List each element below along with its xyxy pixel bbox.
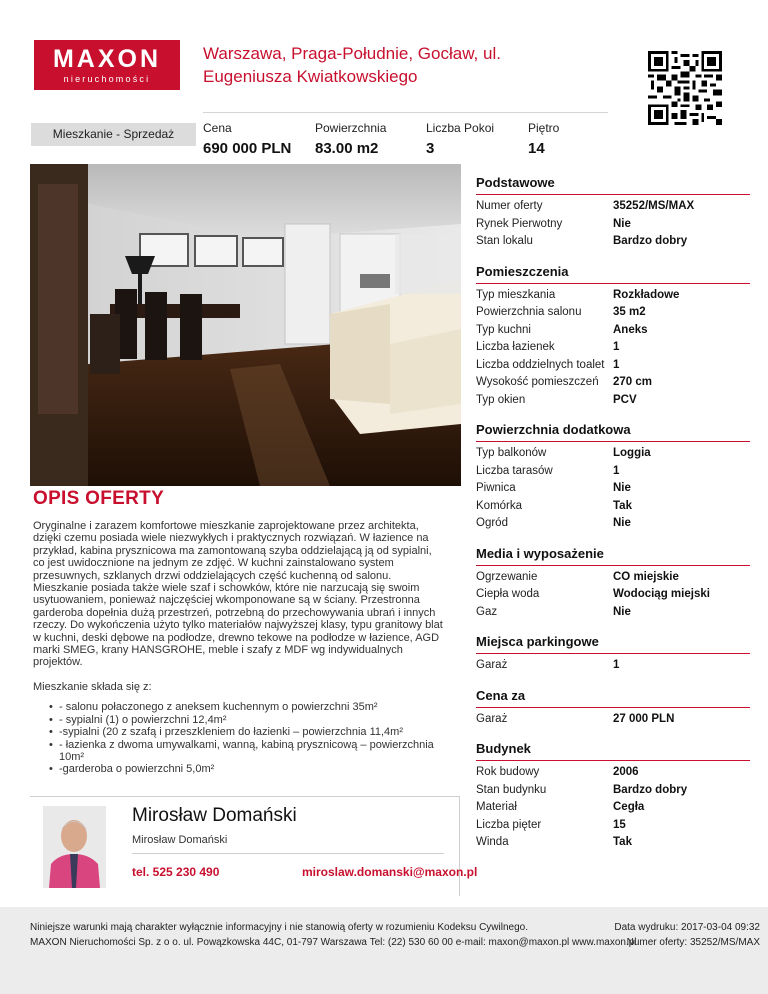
detail-key: Liczba pięter (476, 818, 542, 831)
section-title: Miejsca parkingowe (476, 634, 750, 654)
stat-value: 83.00 m2 (315, 140, 379, 157)
detail-key: Liczba oddzielnych toalet (476, 358, 605, 371)
list-item: • - sypialni (1) o powierzchni 12,4m² (50, 714, 443, 726)
description-intro: Mieszkanie składa się z: (33, 680, 152, 693)
detail-value: Loggia (613, 447, 651, 459)
detail-row (476, 764, 750, 782)
detail-row (476, 216, 750, 234)
description-paragraph: Oryginalne i zarazem komfortowe mieszkanie zaprojektowane przez architekta, dzięki czemu posiada wiele niezwykłych i praktycznych rozwiązań. W łazience na przykład, kabina prysznicowa ma zamontowaną szyba oddzielającą ją od sypialni, co jest uwidocznione na jednym ze zdjęć. W kuchni zainstalowano system przesuwnych, szklanych drzwi oddzielających część kuchenną od salonu. Mieszkanie posiada także wiele szaf i schowków, które nie narzucają się swoim usytuowaniem, ponieważ najczęściej wkomponowane są w ściany. Przestronna garderoba dopełnia dużą przestrzeń, potrzebną do przechowywania ubrań i innych rzeczy. Do wykończenia użyto tylko materiałów najwyższej klasy, typu granitowy blat w kuchni, deski dębowe na podłodze, drewno tekowe na podłodze w łazience, AGD marki SMEG, krany HANSGROHE, meble i szafy z MDF wg indywidualnych projektów. (33, 520, 443, 669)
detail-row (476, 233, 750, 251)
section-title: Podstawowe (476, 175, 750, 195)
detail-row (476, 374, 750, 392)
footer-disclaimer: Niniejsze warunki mają charakter wyłącznie informacyjny i nie stanowią oferty w rozumieniu Kodeksu Cywilnego. (30, 922, 528, 933)
logo-subtitle: nieruchomości (63, 74, 151, 84)
details-section (476, 741, 750, 852)
detail-row (476, 357, 750, 375)
detail-row (476, 799, 750, 817)
details-column (476, 175, 750, 865)
detail-value: Aneks (613, 323, 648, 336)
detail-key: Liczba tarasów (476, 464, 553, 477)
stat-floor (528, 121, 559, 159)
detail-value: 1 (613, 358, 620, 371)
detail-value: CO miejskie (613, 570, 679, 583)
listing-title: Warszawa, Praga-Południe, Gocław, ul. Eugeniusza Kwiatkowskiego (203, 44, 501, 86)
title-divider (203, 112, 608, 113)
detail-value: Nie (613, 605, 631, 618)
detail-row (476, 304, 750, 322)
detail-value: Nie (613, 482, 631, 494)
details-section (476, 264, 750, 410)
detail-value: Bardzo dobry (613, 235, 688, 247)
detail-row (476, 782, 750, 800)
detail-row (476, 322, 750, 340)
detail-key: Garaż (476, 659, 508, 671)
detail-value: 15 (613, 818, 626, 831)
detail-row (476, 339, 750, 357)
section-title: Pomieszczenia (476, 264, 750, 284)
detail-value: 1 (613, 341, 620, 353)
detail-key: Garaż (476, 712, 508, 725)
detail-value: PCV (613, 393, 637, 406)
footer-offer-number: Numer oferty: 35252/MS/MAX (626, 937, 760, 948)
detail-key: Wysokość pomieszczeń (476, 376, 599, 388)
details-section (476, 688, 750, 729)
agent-photo (43, 806, 106, 888)
list-item: • -sypialni (20 z szafą i przeszkleniem do łazienki – powierzchnia 11,4m² (50, 726, 443, 738)
detail-key: Ogrzewanie (476, 570, 538, 583)
stat-price (203, 121, 291, 159)
stat-area (315, 121, 386, 159)
detail-key: Gaz (476, 605, 498, 618)
detail-row (476, 445, 750, 463)
detail-row (476, 711, 750, 729)
detail-value: 270 cm (613, 376, 653, 388)
section-title: Budynek (476, 741, 750, 761)
detail-key: Powierzchnia salonu (476, 306, 582, 318)
agent-name: Mirosław Domański (132, 805, 297, 826)
list-item: • - łazienka z dwoma umywalkami, wanną, kabiną prysznicową – powierzchnia 10m² (50, 739, 443, 764)
detail-key: Typ okien (476, 393, 526, 406)
detail-key: Rynek Pierwotny (476, 217, 563, 230)
details-section (476, 634, 750, 675)
stat-value: 14 (528, 140, 545, 157)
detail-row (476, 198, 750, 216)
section-title: Media i wyposażenie (476, 546, 750, 566)
detail-key: Winda (476, 836, 509, 848)
detail-row (476, 480, 750, 498)
detail-key: Typ mieszkania (476, 288, 556, 301)
agent-email-link[interactable]: miroslaw.domanski@maxon.pl (302, 865, 478, 879)
section-title: Cena za (476, 688, 750, 708)
stat-label: Cena (203, 121, 232, 135)
footer-company: MAXON Nieruchomości Sp. z o o. ul. Powązkowska 44C, 01-797 Warszawa Tel: (22) 530 60 00 e-mail: maxon@maxon.pl www.maxon.pl (30, 937, 637, 948)
detail-key: Materiał (476, 801, 517, 813)
detail-value: Cegła (613, 801, 645, 813)
detail-value: Bardzo dobry (613, 783, 688, 796)
detail-value: 35252/MS/MAX (613, 200, 695, 212)
detail-value: Nie (613, 517, 631, 529)
footer-meta (614, 920, 760, 950)
stat-value: 690 000 PLN (203, 140, 292, 157)
detail-row (476, 569, 750, 587)
list-item: • - salonu połaczonego z aneksem kuchennym o powierzchni 35m² (50, 701, 443, 713)
rooms-list (33, 701, 443, 775)
detail-key: Stan lokalu (476, 235, 533, 247)
detail-row (476, 834, 750, 852)
detail-key: Ciepła woda (476, 588, 540, 600)
detail-value: Wodociąg miejski (613, 588, 710, 600)
detail-row (476, 498, 750, 516)
stat-label: Powierzchnia (315, 121, 387, 135)
maxon-logo (34, 40, 180, 90)
detail-value: Tak (613, 499, 632, 512)
stat-label: Piętro (528, 121, 560, 135)
detail-value: 2006 (613, 766, 639, 778)
agent-divider (132, 853, 444, 854)
detail-key: Piwnica (476, 482, 516, 494)
detail-value: Tak (613, 836, 632, 848)
description-body (33, 520, 443, 776)
section-title: Powierzchnia dodatkowa (476, 422, 750, 442)
footer-legal (30, 920, 637, 950)
detail-row (476, 463, 750, 481)
detail-row (476, 515, 750, 533)
offer-type-badge: Mieszkanie - Sprzedaż (31, 123, 196, 146)
stat-label: Liczba Pokoi (426, 121, 495, 135)
agent-subtitle: Mirosław Domański (132, 834, 228, 846)
detail-value: 1 (613, 659, 620, 671)
stat-rooms (426, 121, 494, 159)
detail-key: Ogród (476, 517, 508, 529)
detail-row (476, 604, 750, 622)
property-photo (30, 164, 461, 486)
detail-value: Nie (613, 217, 631, 230)
description-title: OPIS OFERTY (33, 488, 165, 509)
details-section (476, 422, 750, 533)
detail-key: Rok budowy (476, 766, 540, 778)
details-section (476, 175, 750, 251)
detail-value: 1 (613, 464, 620, 477)
detail-row (476, 287, 750, 305)
detail-key: Liczba łazienek (476, 341, 555, 353)
detail-row (476, 817, 750, 835)
detail-row (476, 657, 750, 675)
detail-key: Stan budynku (476, 783, 547, 796)
agent-phone-link[interactable]: tel. 525 230 490 (132, 865, 220, 879)
print-date: Data wydruku: 2017-03-04 09:32 (614, 922, 760, 933)
logo-brand: MAXON (52, 45, 162, 73)
detail-value: 27 000 PLN (613, 712, 675, 725)
detail-key: Typ kuchni (476, 323, 531, 336)
detail-value: Rozkładowe (613, 288, 680, 301)
detail-key: Typ balkonów (476, 447, 547, 459)
detail-row (476, 392, 750, 410)
detail-key: Numer oferty (476, 200, 543, 212)
details-section (476, 546, 750, 622)
stat-value: 3 (426, 140, 435, 157)
qr-code-icon (648, 51, 722, 125)
detail-key: Komórka (476, 499, 523, 512)
list-item: • -garderoba o powierzchni 5,0m² (50, 763, 443, 775)
detail-value: 35 m2 (613, 306, 646, 318)
detail-row (476, 586, 750, 604)
